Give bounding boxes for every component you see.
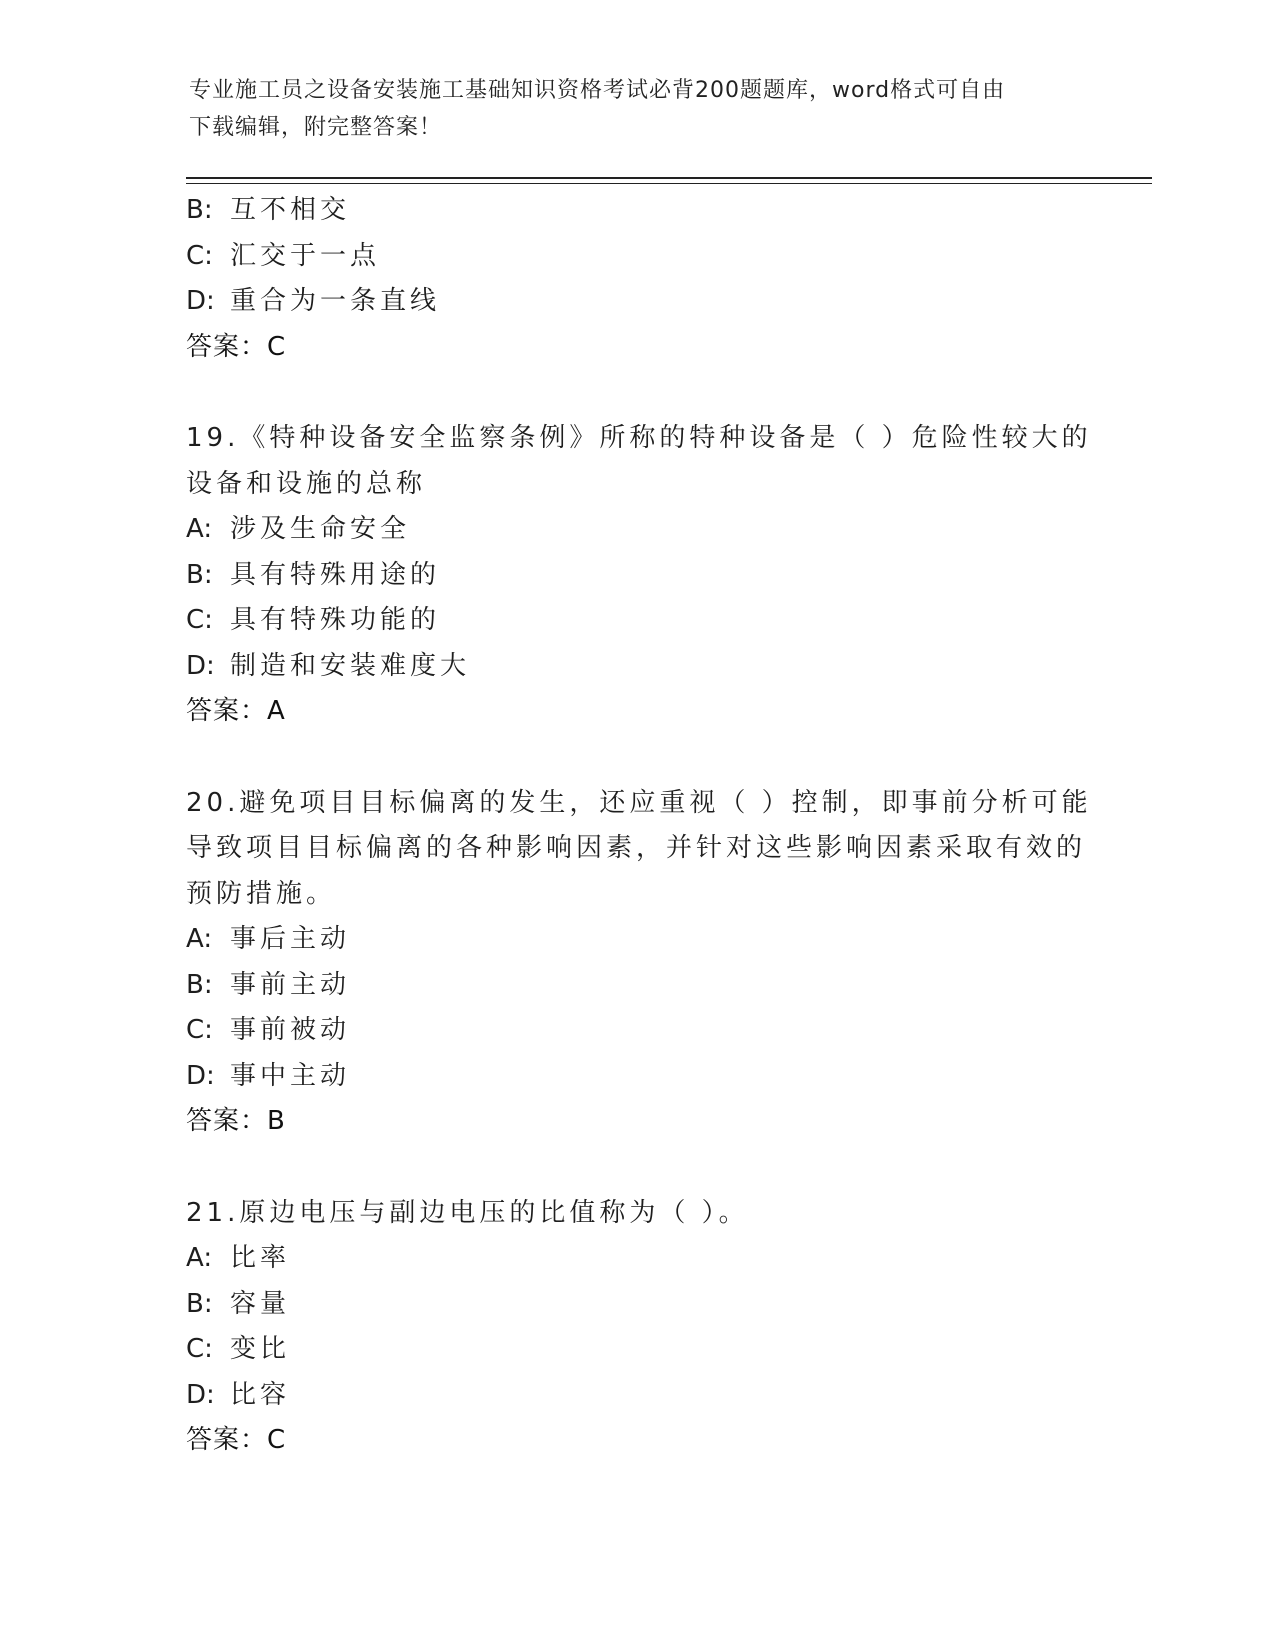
option-b: B: 事前主动	[186, 969, 351, 1000]
header-line-1: 专业施工员之设备安装施工基础知识资格考试必背200题题库，word格式可自由	[189, 78, 1006, 103]
option-d: D: 事中主动	[186, 1060, 351, 1091]
header-line-2: 下载编辑，附完整答案！	[189, 115, 443, 140]
question-stem-line: 21.原边电压与副边电压的比值称为（ ）。	[186, 1197, 749, 1228]
option-a: A: 事后主动	[186, 924, 351, 954]
question-18-tail	[186, 188, 1086, 370]
document-header	[189, 72, 1089, 146]
option-b: B: 具有特殊用途的	[186, 559, 441, 590]
answer: 答案：C	[186, 1425, 287, 1455]
question-20	[186, 781, 1092, 1145]
question-19	[186, 416, 1092, 735]
option-c: C: 变比	[186, 1334, 291, 1364]
spacer	[186, 735, 1086, 781]
answer: 答案：C	[186, 331, 287, 362]
option-d: D: 重合为一条直线	[186, 286, 441, 316]
answer: 答案：A	[186, 696, 286, 726]
question-stem-line: 20.避免项目目标偏离的发生，还应重视（ ）控制，即事前分析可能	[186, 787, 1092, 818]
question-21	[186, 1191, 1086, 1464]
question-stem-line: 导致项目目标偏离的各种影响因素，并针对这些影响因素采取有效的	[186, 833, 1087, 863]
spacer	[186, 1145, 1086, 1191]
question-stem-line: 预防措施。	[186, 878, 337, 909]
option-b: B: 互不相交	[186, 195, 351, 225]
question-stem-line: 19.《特种设备安全监察条例》所称的特种设备是（ ）危险性较大的	[186, 423, 1092, 453]
spacer	[186, 370, 1086, 416]
option-a: A: 涉及生命安全	[186, 514, 411, 544]
option-c: C: 汇交于一点	[186, 240, 381, 271]
header-rule-thin	[186, 183, 1152, 184]
option-b: B: 容量	[186, 1288, 291, 1319]
answer: 答案：B	[186, 1106, 286, 1136]
option-a: A: 比率	[186, 1243, 291, 1273]
question-list	[186, 188, 1092, 1464]
header-rule-thick	[186, 177, 1152, 179]
option-c: C: 具有特殊功能的	[186, 605, 441, 635]
option-d: D: 比容	[186, 1379, 291, 1410]
question-stem-line: 设备和设施的总称	[186, 468, 427, 499]
option-c: C: 事前被动	[186, 1015, 351, 1045]
option-d: D: 制造和安装难度大	[186, 650, 471, 681]
